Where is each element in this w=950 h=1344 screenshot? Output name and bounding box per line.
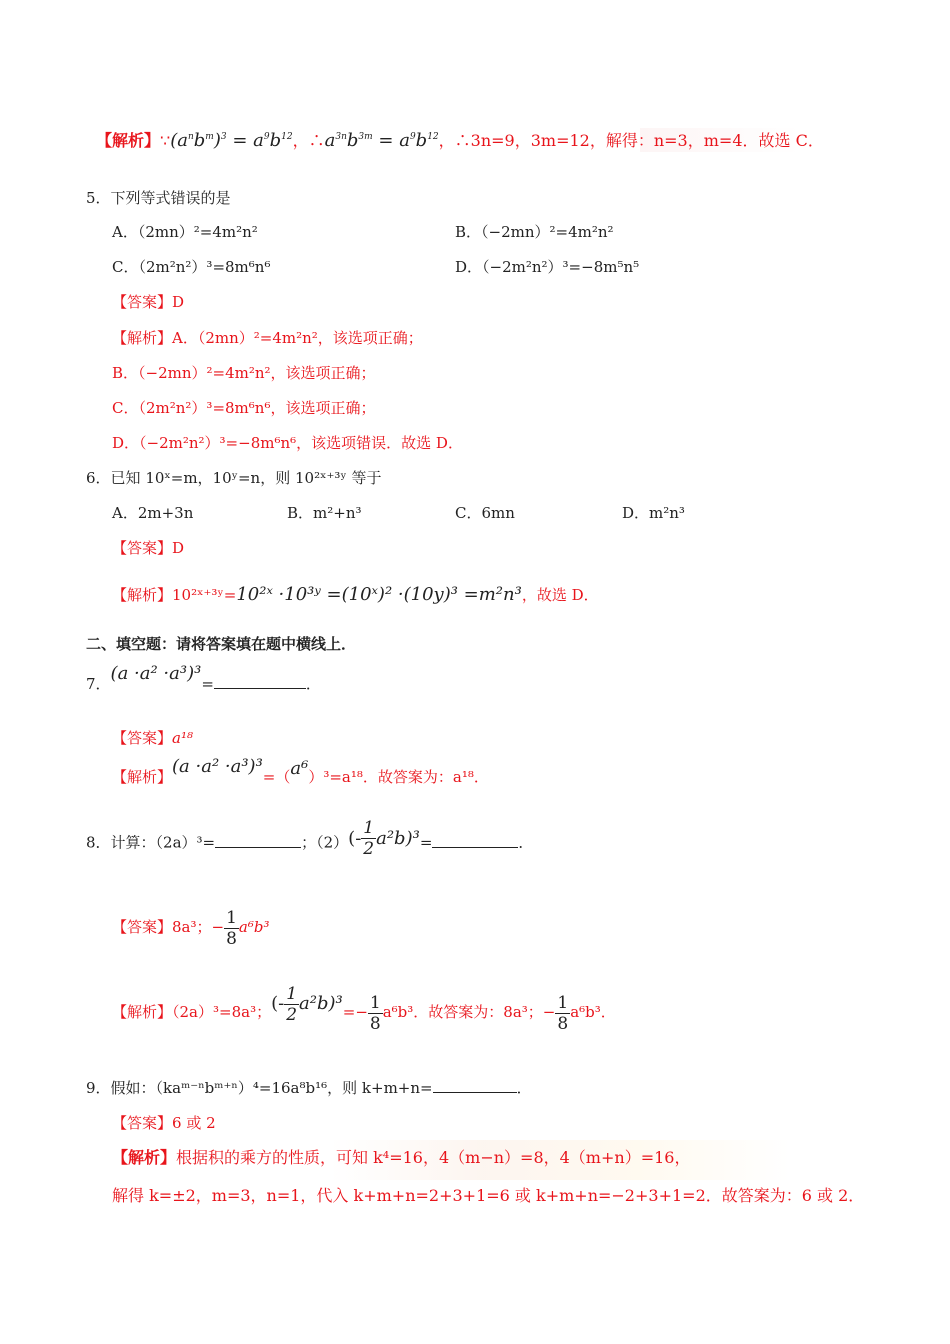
solution-text: ，∴3n=9，3m=12，解得：n=3，m=4．故选 C． [438,131,824,150]
jiexi-tag: 【解析】 [112,1003,173,1021]
frac-den: 8 [226,928,237,949]
expr-tail: a²b)³ [376,827,420,849]
frac-den: 8 [369,1013,381,1034]
question-text: 下列等式错误的是 [110,189,231,207]
explanation-text: =− [342,1003,368,1021]
paren-open: (- [348,827,362,849]
expr-tail: a²b)³ [299,993,343,1014]
daan-tag: 【答案】 [112,729,173,747]
q5-option-b: B．（−2mn）²=4m²n² [455,223,614,241]
q8-answer [112,905,270,949]
explanation-formula: 10²ˣ ·10³ʸ =(10ˣ)² ·(10y)³ =m²n³ [236,584,522,605]
q5-explanation-3: C．（2m²n²）³=8m⁶n⁶，该选项正确； [112,399,376,417]
q8-stem: 8．计算：（2a）³= ；（2）(- $\frac{1}{2}$ a²b)³= ． [86,818,534,859]
fraction-eighth [555,993,570,1034]
answer-blank [214,674,306,689]
q5-option-c: C．（2m²n²）³=8m⁶n⁶ [112,258,271,276]
q9-explanation-1 [112,1148,690,1168]
fraction-eighth [368,993,383,1034]
q6-option-b: B．m²+n³ [287,504,362,522]
section-heading: 二、填空题：请将答案填在题中横线上． [86,635,357,653]
q7-explanation [112,756,489,792]
answer-value: D [172,539,185,557]
jiexi-tag: 【解析】 [112,768,173,786]
because-symbol: ∵ [160,131,171,150]
fraction-half [284,984,299,1025]
explanation-text: a⁶b³．故答案为：8a³；− [382,1003,556,1021]
q9-stem: 9．假如：（kaᵐ⁻ⁿbᵐ⁺ⁿ）⁴=16a⁸b¹⁶，则 k+m+n= ． [86,1079,532,1097]
q5-option-d: D．（−2m²n²）³=−8m⁵n⁵ [455,258,640,276]
daan-tag: 【答案】 [112,539,173,557]
top-explanation [96,131,824,151]
explanation-formula: (a ·a² ·a³)³ [172,756,263,777]
answer-blank [433,1078,517,1093]
q6-option-c: C．6mn [455,504,515,522]
daan-tag: 【答案】 [112,1114,173,1132]
jiexi-tag: 【解析】 [96,131,161,150]
q5-explanation-2: B．（−2mn）²=4m²n²，该选项正确； [112,364,376,382]
equals-sign: = [419,833,433,852]
q5-explanation-4: D．（−2m²n²）³=−8m⁶n⁶，该选项错误．故选 D． [112,434,463,452]
question-formula: (a ·a² ·a³)³ [110,663,202,684]
question-text: 假如：（kaᵐ⁻ⁿbᵐ⁺ⁿ）⁴=16a⁸b¹⁶，则 k+m+n= [110,1079,433,1097]
question-text: 计算：（2a）³= [110,833,216,852]
question-number: 6． [86,469,111,487]
answer-blank-1 [215,833,301,848]
jiexi-tag: 【解析】 [112,586,173,604]
question-formula [348,818,420,859]
explanation-text: ）³=a¹⁸．故答案为：a¹⁸． [308,768,489,786]
explanation-prefix: 10²ˣ⁺³ʸ= [172,586,237,604]
q9-answer [112,1113,216,1133]
therefore-text: ，∴ [292,131,325,150]
question-number: 7． [86,675,111,693]
explanation-text: A．（2mn）²=4m²n²，该选项正确； [172,329,423,347]
jiexi-tag: 【解析】 [112,329,173,347]
q9-explanation-2: 解得 k=±2，m=3，n=1，代入 k+m+n=2+3+1=6 或 k+m+n=−2+3+1=2．故答案为：6 或 2． [112,1186,865,1205]
question-number: 8． [86,833,111,852]
q5-stem [86,188,231,208]
q6-answer [112,538,184,558]
explanation-text: 根据积的乘方的性质，可知 k⁴=16，4（m−n）=8，4（m+n）=16， [176,1148,691,1167]
answer-value: a¹⁸ [172,729,193,747]
question-text: 已知 10ˣ=m，10ʸ=n，则 10²ˣ⁺³ʸ 等于 [110,469,382,487]
question-number: 5． [86,189,111,207]
frac-num: 1 [363,818,375,838]
q5-explanation-1 [112,328,423,348]
explanation-text: （2a）³=8a³； [172,1003,272,1021]
frac-num: 1 [226,907,237,928]
explanation-text: =（ [262,768,291,786]
question-number: 9． [86,1079,111,1097]
q6-explanation [112,580,599,610]
frac-num: 1 [369,992,381,1013]
q7-answer [112,728,193,748]
frac-den: 8 [557,1013,569,1034]
q6-option-d: D．m²n³ [622,504,685,522]
frac-num: 1 [286,983,298,1004]
answer-value: D [172,293,185,311]
q5-answer [112,292,184,312]
explanation-text: a⁶b³． [570,1003,616,1021]
q6-option-a: A．2m+3n [112,504,194,522]
q8-explanation [112,983,616,1034]
q7-stem: 7．(a ·a² ·a³)³= ． [86,663,321,693]
daan-tag: 【答案】 [112,293,173,311]
jiexi-tag: 【解析】 [112,1148,177,1167]
fraction-eighth [224,908,239,949]
frac-den: 2 [286,1004,298,1025]
answer-value: a⁶b³ [238,918,270,936]
formula-2: $a^{3n}b^{3m} = a^9b^{12}$ [324,130,439,151]
explanation-suffix: ，故选 D． [521,586,599,604]
fraction-half [361,818,376,859]
explanation-term: a⁶ [290,758,309,779]
frac-num: 1 [557,992,569,1013]
q5-option-a: A．（2mn）²=4m²n² [112,223,258,241]
frac-den: 2 [363,839,375,859]
answer-value: 6 或 2 [172,1114,216,1132]
q6-stem [86,468,382,488]
answer-blank-2 [432,833,518,848]
answer-value: 8a³；− [172,918,225,936]
daan-tag: 【答案】 [112,918,173,936]
paren-open: (- [271,993,285,1014]
explanation-formula [271,983,343,1025]
formula-1: $(a^nb^m)^3 = a^9b^{12}$ [170,130,293,151]
question-text: ；（2） [301,833,349,852]
equals-sign: = [201,675,214,693]
